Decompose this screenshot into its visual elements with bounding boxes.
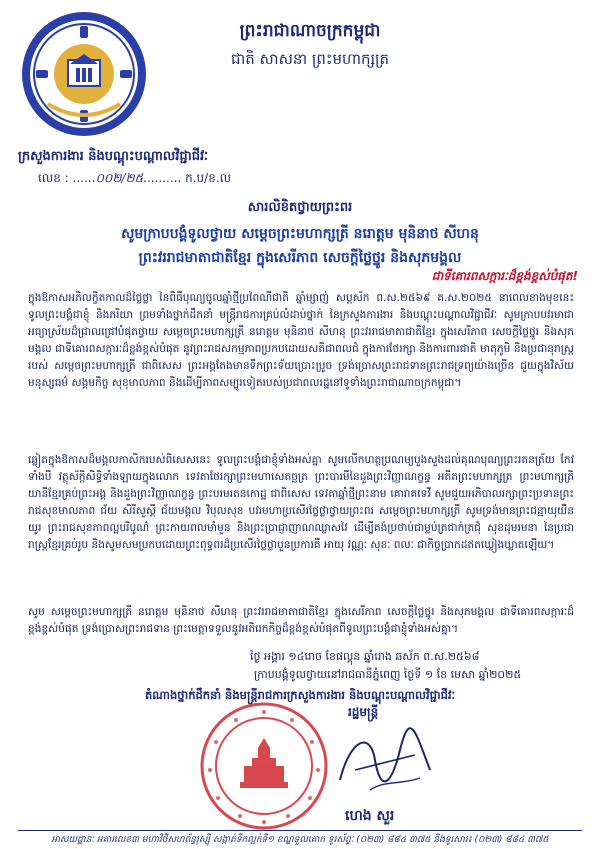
national-motto: ជាតិ សាសនា ព្រះមហាក្សត្រ: [230, 50, 390, 68]
body-paragraph-2: ឆ្លៀតក្នុងឱកាសដ៏មង្គលកាសិករបស់ពិសេសនេះ ទូលព្រះបង្គំជាខ្ញុំទាំងអស់គ្នា សូមលើកហត្ថប្រណម្យបួងសួងដល់គុណបុណ្យព្រះរតនត្រ័យ កែវទាំងបី វត្ថុស័ក្តិសិទ្ធិទាំងឡាយក្នុងលោក ទេវតាថែរក្សាព្រះមហាសេតច្ឆត្រ ព្រះបារមីនៃដួងព្រះវិញ្ញាណក្ខន្ធ អតីតព្រះមហាក្សត្រ ព្រះមហាក្សត្រិយានីខ្មែរគ្រប់ព្រះអង្គ និងដួងព្រះវិញ្ញាណក្ខន្ធ ព្រះបរមរតនកោដ្ឋ ជាពិសេស ទេវតាឆ្នាំថ្មីព្រះនាម គោរាគទេវី សូមជួយអភិបាលរក្សាព្រះប្រទានព្រះរាជសុខមាលភាព ជ័យ សិរីសួស្តី ជ័យមង្គល វិបុលសុខ បវរមហាប្រសើរថ្លៃថ្លាថ្វាយព្រះពរ សម្តេចព្រះមហាក្សត្រី សូមទ្រង់មានព្រះជន្មាយុយឺនយូរ ព្រះរាជសុខភាពល្អបរិបូណ៌ ព្រះកាយពលមាំមួន និងព្រះប្រាជ្ញាញាណឈ្លាសវៃ ដើម្បីគង់ប្រថាប់ជាម្លប់ត្រជាក់ត្រជុំ សុខដុមរមនា នៃប្រជារាស្ត្រខ្មែរគ្រប់រូប និងសូមសមប្រកបដោយព្រះពុទ្ធពរដ៏ប្រសើរថ្លៃថ្លាបួនប្រការគឺ អាយុ វណ្ណៈ សុខៈ ពលៈ ជាកិច្ចប្រាកដឥតឃ្លៀងឃ្លាតឡើយ។: [28, 454, 574, 551]
document-type: សារលិខិតថ្វាយព្រះពរ: [247, 200, 353, 215]
ministry-name: ក្រសួងការងារ និងបណ្តុះបណ្តាលវិជ្ជាជីវៈ: [18, 149, 209, 164]
official-seal: [196, 698, 332, 834]
reference-suffix: ក.ប/ខ.ល: [185, 171, 232, 185]
signatory-role: រដ្ឋមន្ត្រី: [348, 705, 379, 719]
ministry-logo: [18, 8, 150, 140]
body-paragraph-1: ក្នុងឱកាសអភិលក្ខិតកាលដ៏ថ្លៃថ្លា នៃពិធីបុណ្យចូលឆ្នាំថ្មីប្រពៃណីជាតិ ឆ្នាំម្សាញ់ សប្តស័ក ព.ស.២៥៦៩ គ.ស.២០២៥ នាពេលខាងមុខនេះ ទូលព្រះបង្គំជាខ្ញុំ និងភរិយា ព្រមទាំងថ្នាក់ដឹកនាំ មន្ត្រីរាជការគ្រប់លំដាប់ថ្នាក់ នៃក្រសួងការងារ និងបណ្តុះបណ្តាលវិជ្ជាជីវៈ សូមក្រាបបវរមាជាអធ្យាស្រ័យដ៏ជ្រាលជ្រៅបំផុតថ្វាយ សម្តេចព្រះមហាក្សត្រី នរោត្តម មុនិនាថ សីហនុ ព្រះវររាជមាតាជាតិខ្មែរ ក្នុងសេរីភាព សេចក្តីថ្លៃថ្នូរ និងសុភមង្គល ជាទីគោរពសក្ការៈដ៏ខ្ពង់ខ្ពស់បំផុត នូវព្រះរាជសកម្មភាពប្រកបដោយសតិជាពលជំ ក្នុងការថែរក្សា និងការពារជាតិ មាតុភូមិ និងប្រជានុរាស្ត្ររបស់ សម្តេចព្រះមហាក្សត្រី ជាពិសេស ព្រះអង្គតែងមានទឹកព្រះទ័យប្រោះប្រូច ទ្រង់ប្រោសព្រះរាជទានព្រះរាជទ្រព្យយ៉ាងច្រើន ជួយក្នុងវិស័យមនុស្សធម៌ សង្គមកិច្ច សុខុមាលភាព និងដើម្បីភាពសម្បូរទៀតរបស់ប្រជាពលរដ្ឋនៅទូទាំងព្រះរាជាណាចក្រកម្ពុជា។: [28, 292, 574, 389]
body-paragraph-3: សូម សម្តេចព្រះមហាក្សត្រី នរោត្តម មុនិនាថ សីហនុ ព្រះវររាជមាតាជាតិខ្មែរ ក្នុងសេរីភាព សេចក្តីថ្លៃថ្នូរ និងសុភមង្គល ជាទីគោរពសក្ការៈដ៏ខ្ពង់ខ្ពស់បំផុត ទ្រង់ប្រោសព្រះរាជទាន ព្រះមេត្តាទទួលនូវអតិរេកកិច្ចដ៏ខ្ពង់ខ្ពស់បំផុតពីទូលព្រះបង្គំជាខ្ញុំទាំងអស់គ្នា។: [28, 606, 574, 635]
salutation: ជាទីគោរពសក្ការៈដ៏ខ្ពង់ខ្ពស់បំផុត!: [431, 269, 578, 283]
heading-line-2: ព្រះវររាជមាតាជាតិខ្មែរ ក្នុងសេរីភាព សេចក្តីថ្លៃថ្នូរ និងសុភមង្គល: [138, 250, 462, 266]
footer-address: អាសយដ្ឋានៈ អគារលេខ៣ មហាវិថីសហព័ន្ធរុស្ស៊ី សង្កាត់ទឹកល្អក់ទី១ ខណ្ឌទួលគោក ទូរស័ព្ទៈ (០២៣) ៨៨៤ ៣៧៥ និងទូរសារ៖ (០២៣) ៨៨៤ ៣៧៥: [51, 835, 549, 845]
signer-name: ហេង សួរ: [345, 808, 395, 824]
handwritten-signature: [330, 710, 440, 810]
reference-number: លេខ : ......០០២/២៥.......... ក.ប/ខ.ល: [38, 171, 232, 185]
footer-divider: [18, 830, 582, 831]
reference-label: លេខ :: [38, 171, 69, 185]
heading-line-1: សូមក្រាបបង្គំទូលថ្វាយ សម្តេចព្រះមហាក្សត្រី នរោត្តម មុនិនាថ សីហនុ: [121, 226, 479, 242]
lunar-date: ថ្ងៃ អង្គារ ១៤រោច ខែផល្គុន ឆ្នាំរោង ឆស័ក ព.ស.២៥៦៨: [250, 650, 480, 663]
reference-handwritten-number: ០០២: [95, 171, 122, 185]
reference-handwritten-note: /២៥: [121, 171, 144, 185]
solar-date: ក្រាបបង្គំទូលថ្វាយនៅរាជធានីភ្នំពេញ ថ្ងៃទី ១ ខែ មេសា ឆ្នាំ២០២៥: [254, 668, 522, 681]
kingdom-title: ព្រះរាជាណាចក្រកម្ពុជា: [239, 21, 381, 41]
signatory-title: តំណាងថ្នាក់ដឹកនាំ និងមន្ត្រីរាជការក្រសួងការងារ និងបណ្តុះបណ្តាលវិជ្ជាជីវៈ: [144, 688, 456, 702]
